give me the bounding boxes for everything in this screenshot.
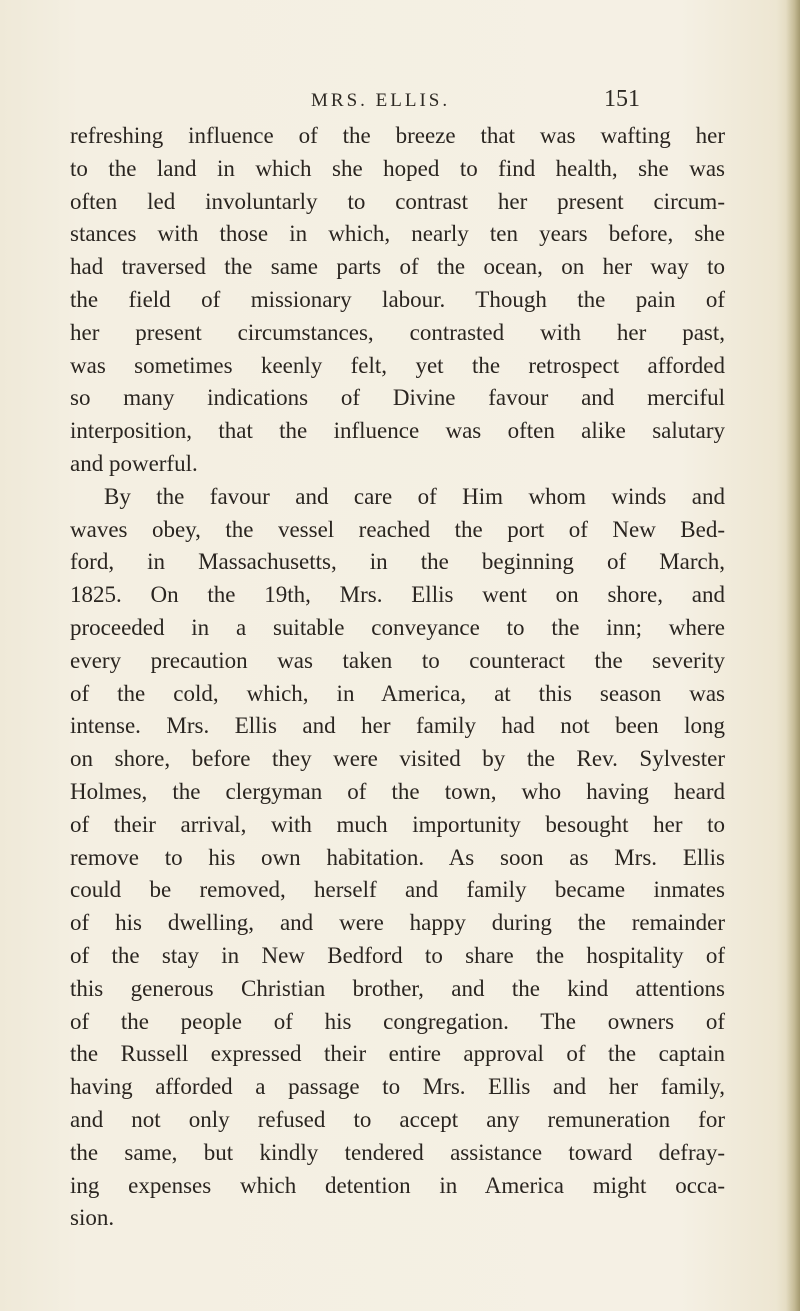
text-line: having afforded a passage to Mrs. Ellis and her family, bbox=[70, 1074, 725, 1100]
text-line: 1825. On the 19th, Mrs. Ellis went on shore, and bbox=[70, 582, 725, 608]
text-line: the same, but kindly tendered assistance toward defray- bbox=[70, 1139, 725, 1165]
text-line: sion. bbox=[70, 1205, 115, 1231]
text-line: interposition, that the influence was often alike salutary bbox=[70, 418, 725, 444]
text-line: waves obey, the vessel reached the port of New Bed- bbox=[70, 516, 725, 542]
text-line: every precaution was taken to counteract the severity bbox=[70, 647, 725, 673]
text-line: of his dwelling, and were happy during the remainder bbox=[70, 910, 725, 936]
body-text bbox=[70, 120, 725, 1235]
text-line: ing expenses which detention in America might occa- bbox=[70, 1172, 725, 1198]
text-line: intense. Mrs. Ellis and her family had not been long bbox=[70, 713, 725, 739]
text-line: her present circumstances, contrasted with her past, bbox=[70, 319, 725, 345]
text-line: of their arrival, with much importunity besought her to bbox=[70, 811, 725, 837]
text-line: had traversed the same parts of the ocean, on her way to bbox=[70, 254, 725, 280]
text-line: to the land in which she hoped to find health, she was bbox=[70, 155, 725, 181]
text-line: this generous Christian brother, and the kind attentions bbox=[70, 975, 725, 1001]
text-line: often led involuntarly to contrast her present circum- bbox=[70, 188, 725, 214]
running-title: MRS. ELLIS. bbox=[311, 90, 451, 111]
text-line: stances with those in which, nearly ten years before, she bbox=[70, 221, 725, 247]
text-line: remove to his own habitation. As soon as Mrs. Ellis bbox=[70, 844, 725, 870]
text-line: could be removed, herself and family became inmates bbox=[70, 877, 725, 903]
text-line: refreshing influence of the breeze that was wafting her bbox=[70, 123, 725, 148]
running-head bbox=[0, 86, 800, 116]
text-line: on shore, before they were visited by the Rev. Sylvester bbox=[70, 746, 725, 772]
text-line: By the favour and care of Him whom winds and bbox=[104, 483, 725, 509]
text-line: of the stay in New Bedford to share the hospitality of bbox=[70, 942, 725, 968]
text-line: ford, in Massachusetts, in the beginning of March, bbox=[70, 549, 725, 575]
text-line: the field of missionary labour. Though the pain of bbox=[70, 286, 725, 312]
text-line: proceeded in a suitable conveyance to the inn; where bbox=[70, 614, 725, 640]
text-line: the Russell expressed their entire approval of the captain bbox=[70, 1041, 725, 1067]
text-line: so many indications of Divine favour and merciful bbox=[70, 385, 725, 411]
page-edge-shadow bbox=[786, 0, 800, 1311]
text-line: and not only refused to accept any remuneration for bbox=[70, 1106, 725, 1132]
text-line: of the cold, which, in America, at this season was bbox=[70, 680, 725, 706]
text-line: and powerful. bbox=[70, 450, 198, 476]
text-line: Holmes, the clergyman of the town, who having heard bbox=[70, 778, 725, 804]
page-number: 151 bbox=[604, 86, 640, 112]
text-line: of the people of his congregation. The owners of bbox=[70, 1008, 725, 1034]
text-line: was sometimes keenly felt, yet the retrospect afforded bbox=[70, 352, 725, 378]
